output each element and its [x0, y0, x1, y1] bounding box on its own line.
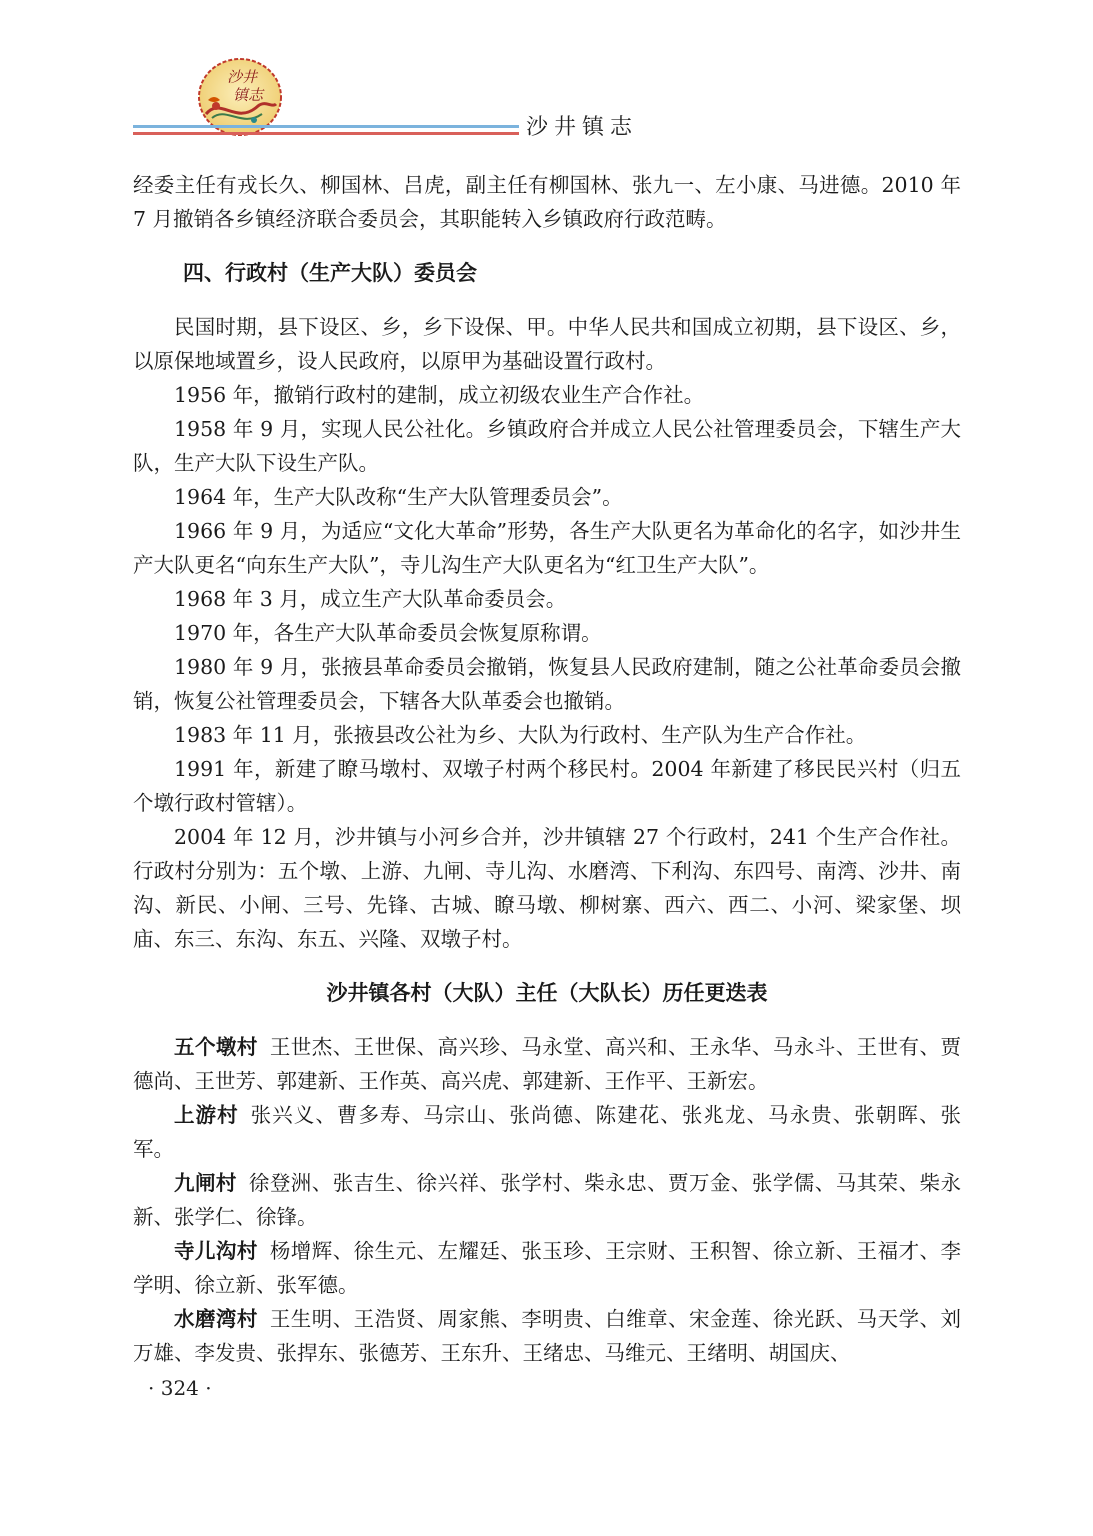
village-entry [133, 1302, 961, 1370]
page-header [0, 0, 1093, 160]
village-people: 王世杰、王世保、高兴珍、马永堂、高兴和、王永华、马永斗、王世有、贾德尚、王世芳、郭建新、王作英、高兴虎、郭建新、王作平、王新宏。 [133, 1035, 962, 1093]
village-name: 五个墩村 [174, 1035, 258, 1059]
paragraph: 1991 年，新建了瞭马墩村、双墩子村两个移民村。2004 年新建了移民民兴村（归五个墩行政村管辖）。 [133, 757, 961, 815]
paragraph: 1983 年 11 月，张掖县改公社为乡、大队为行政村、生产队为生产合作社。 [174, 723, 867, 747]
header-rule-red [133, 132, 519, 135]
village-name: 九闸村 [174, 1171, 237, 1195]
village-name: 水磨湾村 [174, 1307, 258, 1331]
svg-text:沙井: 沙井 [226, 68, 258, 86]
header-rule-blue [133, 125, 519, 128]
village-name: 上游村 [174, 1103, 239, 1127]
paragraph: 1966 年 9 月，为适应“文化大革命”形势，各生产大队更名为革命化的名字，如沙井生产大队更名“向东生产大队”，寺儿沟生产大队更名为“红卫生产大队”。 [133, 519, 961, 577]
village-entry [133, 1166, 961, 1234]
paragraph: 2004 年 12 月，沙井镇与小河乡合并，沙井镇辖 27 个行政村，241 个生产合作社。行政村分别为：五个墩、上游、九闸、寺儿沟、水磨湾、下利沟、东四号、南湾、沙井、南沟、新民、小闸、三号、先锋、古城、瞭马墩、柳树寨、西六、西二、小河、梁家堡、坝庙、东三、东沟、东五、兴隆、双墩子村。 [133, 825, 961, 951]
svg-text:镇志: 镇志 [232, 86, 264, 104]
paragraph: 1958 年 9 月，实现人民公社化。乡镇政府合并成立人民公社管理委员会，下辖生产大队，生产大队下设生产队。 [133, 417, 961, 475]
village-people: 杨增辉、徐生元、左耀廷、张玉珍、王宗财、王积智、徐立新、王福才、李学明、徐立新、张军德。 [133, 1239, 962, 1297]
paragraph: 民国时期，县下设区、乡，乡下设保、甲。中华人民共和国成立初期，县下设区、乡，以原保地域置乡，设人民政府，以原甲为基础设置行政村。 [133, 315, 961, 373]
table-title: 沙井镇各村（大队）主任（大队长）历任更迭表 [326, 981, 768, 1005]
section-heading: 四、行政村（生产大队）委员会 [183, 261, 477, 285]
village-name: 寺儿沟村 [174, 1239, 258, 1263]
village-entry [133, 1030, 961, 1098]
paragraph: 1964 年，生产大队改称“生产大队管理委员会”。 [174, 485, 623, 509]
village-entry [133, 1098, 961, 1166]
village-people: 王生明、王浩贤、周家熊、李明贵、白维章、宋金莲、徐光跃、马天学、刘万雄、李发贵、张捍东、张德芳、王东升、王绪忠、马维元、王绪明、胡国庆、 [133, 1307, 962, 1365]
village-people: 张兴义、曹多寿、马宗山、张尚德、陈建花、张兆龙、马永贵、张朝晖、张军。 [133, 1103, 961, 1161]
paragraph: 1956 年，撤销行政村的建制，成立初级农业生产合作社。 [174, 383, 705, 407]
paragraph-continued: 经委主任有戎长久、柳国林、吕虎，副主任有柳国林、张九一、左小康、马进德。2010 年 7 月撤销各乡镇经济联合委员会，其职能转入乡镇政府行政范畴。 [133, 173, 961, 231]
village-people: 徐登洲、张吉生、徐兴祥、张学村、柴永忠、贾万金、张学儒、马其荣、柴永新、张学仁、徐锋。 [133, 1171, 961, 1229]
page-number: · 324 · [148, 1376, 212, 1400]
village-entry [133, 1234, 961, 1302]
page-body [133, 168, 961, 1370]
paragraph: 1980 年 9 月，张掖县革命委员会撤销，恢复县人民政府建制，随之公社革命委员会撤销，恢复公社管理委员会，下辖各大队革委会也撤销。 [133, 655, 961, 713]
paragraph: 1968 年 3 月，成立生产大队革命委员会。 [174, 587, 567, 611]
running-header-title: 沙井镇志 [526, 115, 639, 140]
paragraph: 1970 年，各生产大队革命委员会恢复原称谓。 [174, 621, 602, 645]
